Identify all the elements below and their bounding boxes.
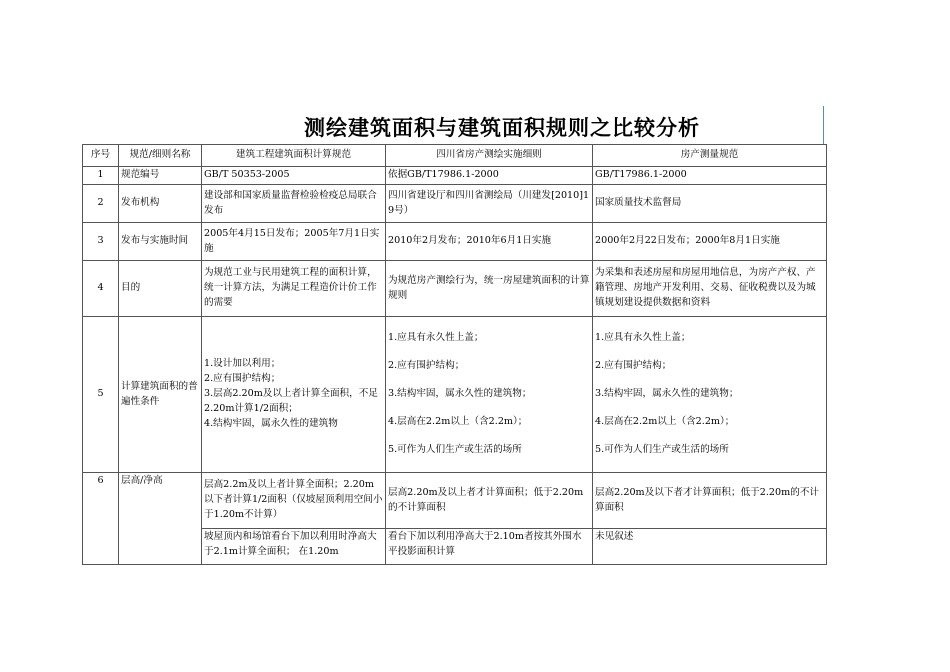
table-row (83, 167, 827, 185)
row-item: 规范编号 (119, 167, 202, 185)
row-item: 发布与实施时间 (119, 223, 202, 261)
row-no: 1 (83, 167, 119, 185)
cell-standard-c: 2000年2月22日发布；2000年8月1日实施 (593, 223, 827, 261)
cell-standard-a: 坡屋顶内和场馆看台下加以利用时净高大于2.1m计算全面积； 在1.20m (202, 529, 386, 565)
row-item: 计算建筑面积的普遍性条件 (119, 317, 202, 473)
table-row (83, 185, 827, 223)
cell-standard-b: 看台下加以利用净高大于2.10m者按其外围水平投影面积计算 (386, 529, 593, 565)
cell-standard-a: 为规范工业与民用建筑工程的面积计算，统一计算方法，为满足工程造价计价工作的需要 (202, 261, 386, 317)
page-title: 测绘建筑面积与建筑面积规则之比较分析 (304, 116, 700, 140)
header-standard-c: 房产测量规范 (593, 145, 827, 167)
cell-standard-c: 为采集和表述房屋和房屋用地信息，为房产产权、产籍管理、房地产开发利用、交易、征收税费以及为城镇规划建设提供数据和资料 (593, 261, 827, 317)
table-row (83, 317, 827, 473)
table-row (83, 261, 827, 317)
table-row (83, 223, 827, 261)
cell-standard-a: 建设部和国家质量监督检验检疫总局联合发布 (202, 185, 386, 223)
cell-standard-c: 层高2.20m及以下者才计算面积；低于2.20m的不计算面积 (593, 473, 827, 529)
row-item: 层高/净高 (119, 473, 202, 565)
row-no: 3 (83, 223, 119, 261)
row-no: 2 (83, 185, 119, 223)
header-item: 规范/细则名称 (119, 145, 202, 167)
table-row (83, 473, 827, 529)
row-item: 发布机构 (119, 185, 202, 223)
row-no: 6 (83, 473, 119, 565)
header-row (83, 145, 827, 167)
header-standard-b: 四川省房产测绘实施细则 (386, 145, 593, 167)
cell-standard-a: 层高2.2m及以上者计算全面积；2.20m以下者计算1/2面积（仅坡屋顶利用空间小于1.20m不计算） (202, 473, 386, 529)
cell-standard-b: 层高2.20m及以上者才计算面积；低于2.20m的不计算面积 (386, 473, 593, 529)
cell-standard-c: 未见叙述 (593, 529, 827, 565)
cell-standard-b: 为规范房产测绘行为，统一房屋建筑面积的计算规则 (386, 261, 593, 317)
cell-standard-a: GB/T 50353-2005 (202, 167, 386, 185)
row-item: 目的 (119, 261, 202, 317)
header-standard-a: 建筑工程建筑面积计算规范 (202, 145, 386, 167)
comparison-table (82, 144, 827, 565)
cell-standard-c: 国家质量技术监督局 (593, 185, 827, 223)
cell-standard-b: 2010年2月发布；2010年6月1日实施 (386, 223, 593, 261)
cell-standard-c: GB/T17986.1-2000 (593, 167, 827, 185)
cell-standard-a: 1.设计加以利用； 2.应有围护结构； 3.层高2.20m及以上者计算全面积，不足2.20m计算1/2面积； 4.结构牢固，属永久性的建筑物 (202, 317, 386, 473)
cell-standard-b: 四川省建设厅和四川省测绘局（川建发[2010]19号） (386, 185, 593, 223)
cell-standard-b: 1.应具有永久性上盖； 2.应有围护结构； 3.结构牢固，属永久性的建筑物； 4.层高在2.2m以上（含2.2m）； 5.可作为人们生产或生活的场所 (386, 317, 593, 473)
cell-standard-c: 1.应具有永久性上盖； 2.应有围护结构； 3.结构牢固，属永久性的建筑物； 4.层高在2.2m以上（含2.2m）； 5.可作为人们生产或生活的场所 (593, 317, 827, 473)
cell-standard-b: 依据GB/T17986.1-2000 (386, 167, 593, 185)
row-no: 5 (83, 317, 119, 473)
row-no: 4 (83, 261, 119, 317)
cell-standard-a: 2005年4月15日发布；2005年7月1日实施 (202, 223, 386, 261)
cell-cursor-edge (823, 106, 824, 144)
header-no: 序号 (83, 145, 119, 167)
